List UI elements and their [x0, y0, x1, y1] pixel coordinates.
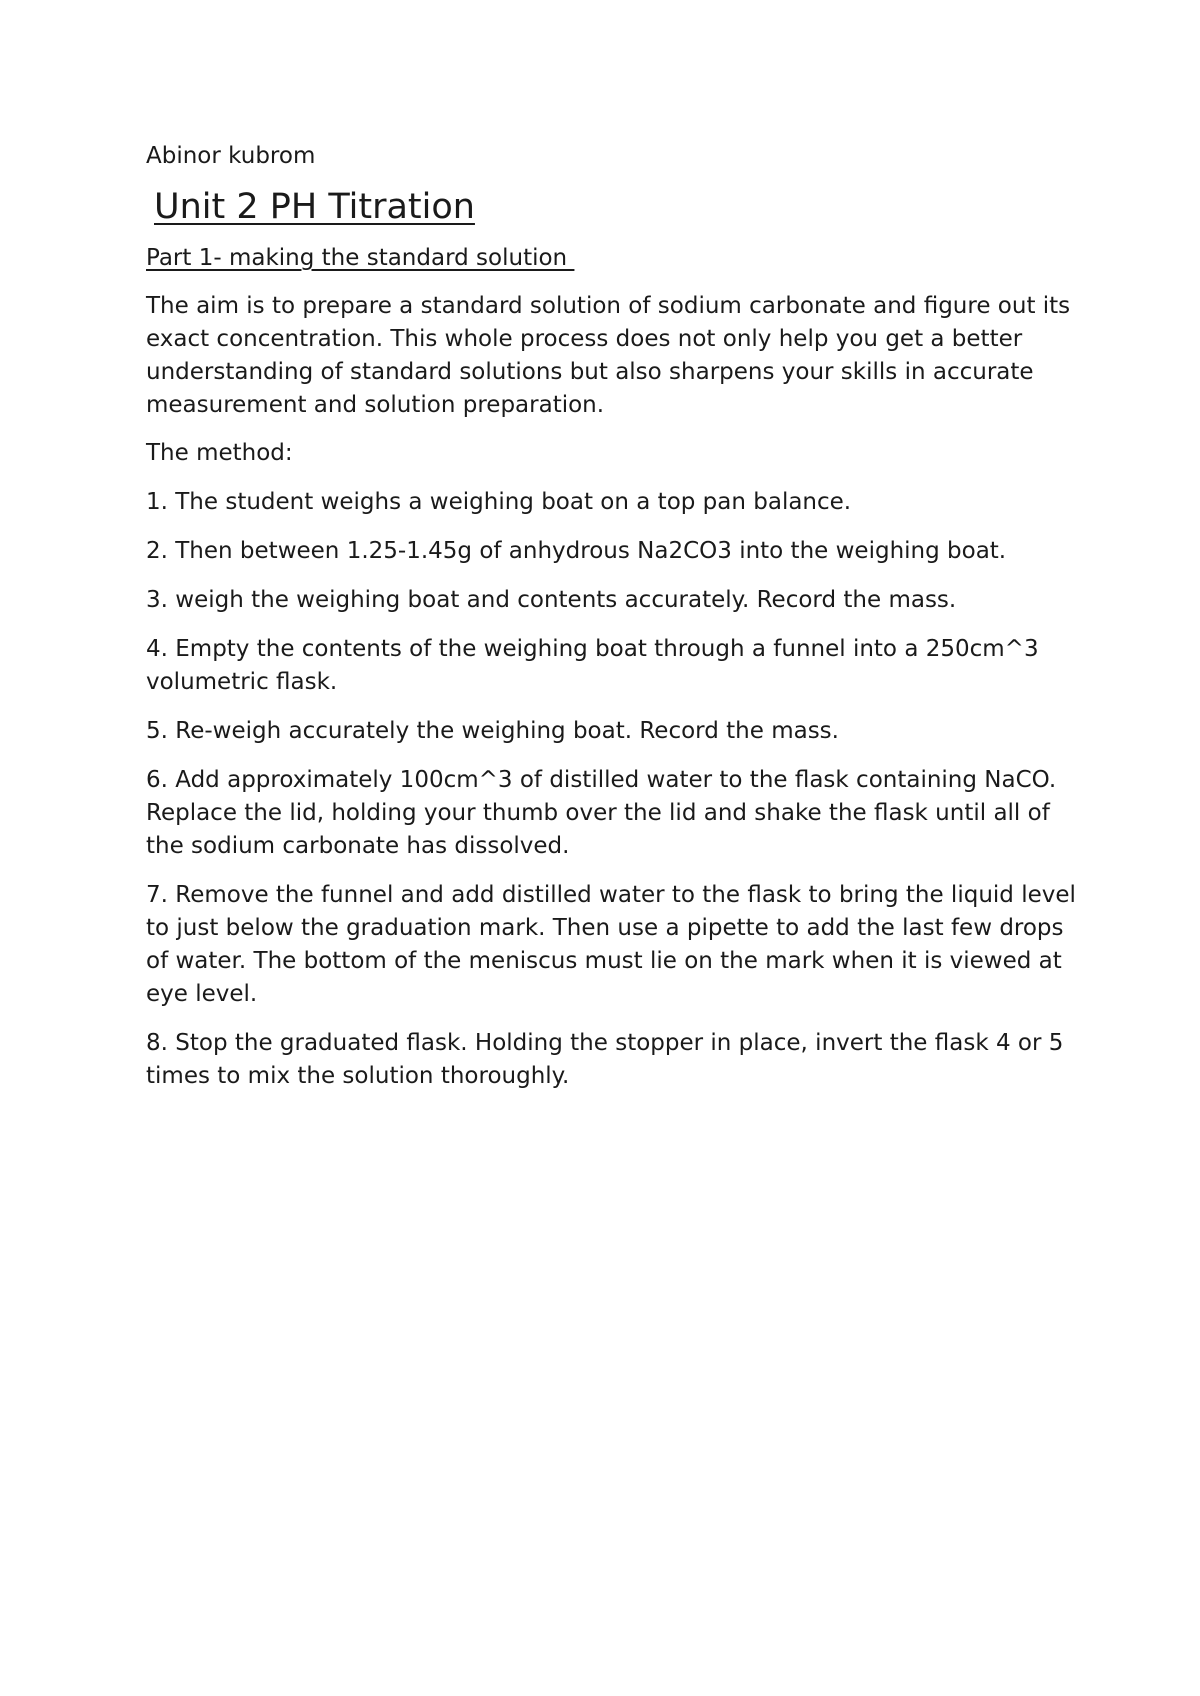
method-step: 2. Then between 1.25-1.45g of anhydrous Na2CO3 into the weighing boat. — [146, 538, 1007, 564]
method-step: 7. Remove the funnel and add distilled water to the flask to bring the liquid level to just below the graduation mark. Then use a pipette to add the last few drops of water. The bottom of the meniscus must lie on the mark when it is viewed at eye level. — [146, 882, 1076, 1007]
method-step: 4. Empty the contents of the weighing boat through a funnel into a 250cm^3 volumetric flask. — [146, 636, 1039, 695]
method-steps — [146, 486, 1076, 1093]
method-step: 1. The student weighs a weighing boat on a top pan balance. — [146, 489, 852, 515]
method-step: 5. Re-weigh accurately the weighing boat. Record the mass. — [146, 718, 839, 744]
method-step: 8. Stop the graduated flask. Holding the stopper in place, invert the flask 4 or 5 times to mix the solution thoroughly. — [146, 1030, 1064, 1089]
author-name: Abinor kubrom — [146, 143, 316, 169]
section-heading: Part 1- making the standard solution — [146, 245, 575, 271]
method-step: 3. weigh the weighing boat and contents accurately. Record the mass. — [146, 587, 957, 613]
intro-paragraph: The aim is to prepare a standard solution of sodium carbonate and figure out its exact concentration. This whole process does not only help you get a better understanding of standard solutions but also sharpens your skills in accurate measurement and solution preparation. — [146, 293, 1071, 418]
method-heading: The method: — [146, 440, 293, 466]
method-step: 6. Add approximately 100cm^3 of distilled water to the flask containing NaCO. Replace the lid, holding your thumb over the lid and shake the flask until all of the sodium carbonate has dissolved. — [146, 767, 1057, 859]
document-page — [146, 140, 1076, 1093]
document-title: Unit 2 PH Titration — [154, 187, 475, 227]
